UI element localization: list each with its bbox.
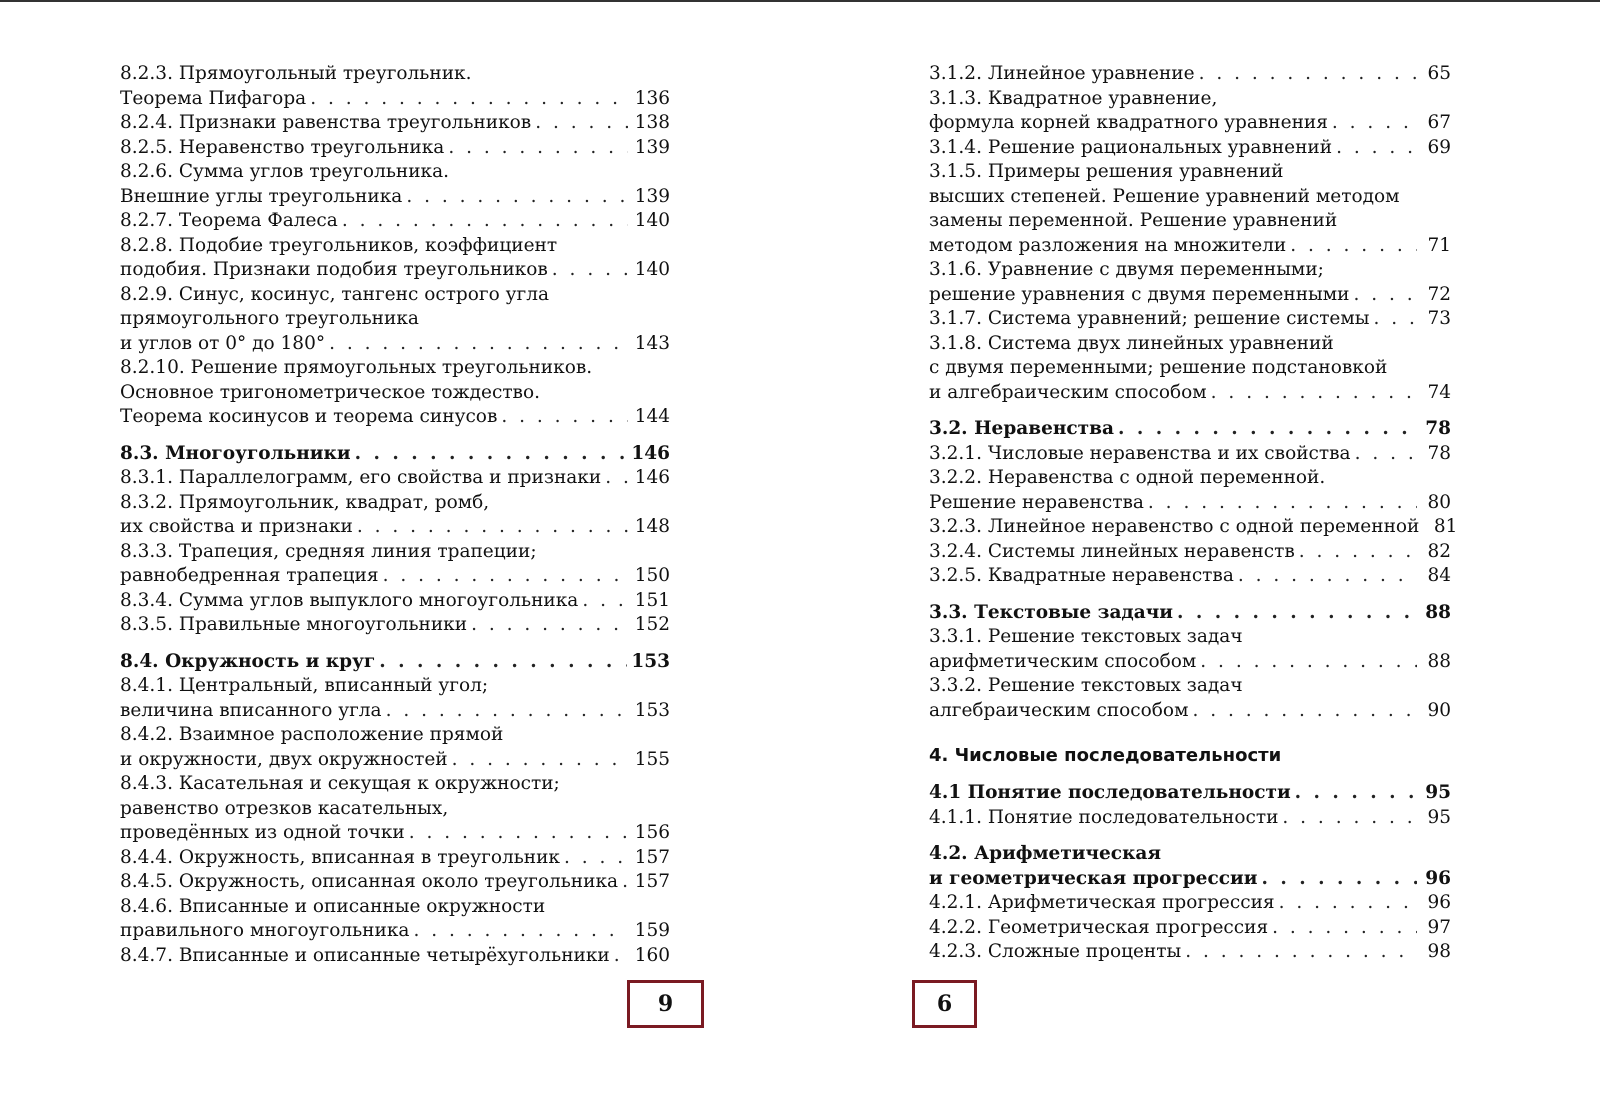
toc-entry[interactable] (929, 307, 1451, 332)
dot-leader (1272, 916, 1417, 941)
toc-entry-last-line (929, 515, 1458, 540)
toc-entry-title: 4.2.2. Геометрическая прогрессия (929, 916, 1269, 938)
toc-entry-line: 3.1.6. Уравнение с двумя переменными; (929, 259, 1324, 280)
toc-entry-title: 8.3.4. Сумма углов выпуклого многоугольника (120, 589, 579, 611)
dot-leader (501, 405, 628, 430)
dot-leader (1148, 491, 1417, 516)
toc-entry-title: 8.4.4. Окружность, вписанная в треугольник (120, 846, 560, 868)
toc-page-number: 78 (1425, 418, 1451, 439)
toc-page-number: 81 (1433, 516, 1458, 537)
toc-page-number: 80 (1427, 491, 1451, 513)
toc-entry-title: алгебраическим способом (929, 699, 1189, 721)
toc-entry-last-line (120, 466, 670, 491)
dot-leader (448, 136, 628, 161)
dot-leader (329, 332, 628, 357)
toc-entry-line: 8.3.3. Трапеция, средняя линия трапеции; (120, 540, 537, 562)
dot-leader (1336, 136, 1417, 161)
toc-entry-title: 3.2.1. Числовые неравенства и их свойства (929, 442, 1351, 464)
toc-page-number: 84 (1427, 565, 1451, 586)
toc-entry-line: 3.1.3. Квадратное уравнение, (929, 87, 1218, 109)
dot-leader (1355, 442, 1417, 467)
toc-page-number: 156 (634, 822, 670, 843)
toc-entry-line: 8.4.1. Центральный, вписанный угол; (120, 675, 489, 696)
toc-left-column (120, 62, 670, 968)
dot-leader (379, 650, 627, 675)
toc-page-number: 96 (1425, 867, 1451, 889)
toc-entry[interactable] (929, 136, 1451, 161)
toc-entry[interactable] (120, 846, 670, 871)
toc-page-number: 159 (634, 920, 670, 941)
toc-entry[interactable] (929, 515, 1458, 540)
toc-entry-line: 4.2. Арифметическая (929, 843, 1162, 864)
dot-leader (582, 589, 628, 614)
toc-section-entry[interactable] (120, 442, 670, 467)
toc-page-number: 146 (634, 467, 670, 488)
toc-page-number: 71 (1427, 234, 1451, 256)
toc-entry-last-line (120, 564, 670, 589)
dot-leader (452, 748, 628, 773)
toc-entry[interactable] (929, 442, 1451, 467)
toc-page-number: 74 (1427, 381, 1451, 403)
toc-entry[interactable] (120, 944, 670, 969)
toc-entry-last-line (929, 891, 1451, 916)
toc-entry-last-line (120, 613, 670, 638)
toc-entry-last-line (120, 699, 670, 724)
toc-page-number: 90 (1427, 699, 1451, 721)
toc-entry-title: величина вписанного угла (120, 699, 382, 721)
dot-leader (1332, 111, 1417, 136)
left-page-number (627, 980, 704, 1028)
toc-entry-title: и алгебраическим способом (929, 381, 1207, 403)
toc-entry-title: 3.2.3. Линейное неравенство с одной переменной (929, 516, 1420, 537)
toc-page-number: 96 (1427, 892, 1451, 913)
toc-entry[interactable] (120, 723, 670, 772)
toc-entry[interactable] (120, 589, 670, 614)
toc-entry-line: прямоугольного треугольника (120, 308, 419, 329)
toc-page-number: 144 (634, 406, 670, 427)
toc-page-number: 65 (1427, 63, 1451, 84)
toc-entry-title: проведённых из одной точки (120, 822, 405, 843)
toc-page-number: 88 (1427, 650, 1451, 672)
toc-page-number: 88 (1425, 601, 1451, 623)
dot-leader (1185, 940, 1417, 965)
toc-entry-last-line (929, 806, 1451, 831)
toc-entry-line: 3.3.2. Решение текстовых задач (929, 675, 1243, 696)
toc-entry-title: 4.2.3. Сложные проценты (929, 941, 1182, 962)
toc-entry-title: 8.2.5. Неравенство треугольника (120, 136, 445, 158)
dot-leader (614, 944, 628, 969)
toc-entry-last-line (929, 234, 1451, 259)
toc-entry[interactable] (120, 540, 670, 589)
toc-entry-title: 3.1.2. Линейное уравнение (929, 63, 1195, 84)
toc-page-number: 98 (1427, 941, 1451, 962)
toc-page-number: 150 (634, 565, 670, 586)
toc-entry-line: 8.2.3. Прямоугольный треугольник. (120, 63, 472, 84)
toc-entry-last-line (120, 650, 670, 675)
toc-entry[interactable] (120, 491, 670, 540)
toc-entry-title: формула корней квадратного уравнения (929, 112, 1328, 133)
dot-leader (413, 919, 628, 944)
toc-entry-last-line (120, 136, 670, 161)
toc-entry[interactable] (929, 625, 1451, 674)
dot-leader (386, 699, 628, 724)
toc-entry[interactable] (120, 209, 670, 234)
toc-entry[interactable] (929, 332, 1451, 406)
dot-leader (1290, 234, 1417, 259)
toc-entry[interactable] (120, 62, 670, 111)
toc-page-number: 157 (634, 846, 670, 868)
toc-page-number: 153 (631, 650, 670, 672)
dot-leader (1282, 806, 1417, 831)
toc-entry[interactable] (120, 772, 670, 846)
toc-entry-last-line (929, 601, 1451, 626)
toc-entry-line: 8.2.8. Подобие треугольников, коэффициент (120, 234, 558, 256)
dot-leader (406, 185, 628, 210)
toc-page-number: 69 (1427, 136, 1451, 158)
toc-entry[interactable] (929, 62, 1451, 87)
toc-page-number: 143 (634, 332, 670, 354)
toc-entry-title: 4.2.1. Арифметическая прогрессия (929, 892, 1275, 913)
dot-leader (409, 821, 628, 846)
right-page-number (912, 980, 977, 1028)
toc-entry-title: 8.4.5. Окружность, описанная около треугольника (120, 871, 619, 892)
toc-entry-title: 4.1 Понятие последовательности (929, 782, 1291, 803)
dot-leader (1299, 540, 1417, 565)
dot-leader (552, 258, 628, 283)
toc-entry-last-line (929, 111, 1451, 136)
toc-entry-last-line (120, 919, 670, 944)
toc-entry-line: равенство отрезков касательных, (120, 797, 449, 819)
toc-entry-line: высших степеней. Решение уравнений методом (929, 185, 1400, 207)
toc-entry-last-line (120, 209, 670, 234)
dot-leader (1177, 601, 1417, 626)
toc-entry-last-line (929, 62, 1451, 87)
toc-entry-title: 8.2.4. Признаки равенства треугольников (120, 112, 532, 133)
toc-entry-last-line (929, 699, 1451, 724)
dot-leader (605, 466, 628, 491)
toc-entry-last-line (929, 283, 1451, 308)
dot-leader (622, 870, 628, 895)
toc-entry-title: подобия. Признаки подобия треугольников (120, 259, 548, 280)
toc-entry[interactable] (929, 916, 1451, 941)
toc-page-number: 146 (631, 442, 670, 464)
dot-leader (383, 564, 628, 589)
toc-page-number: 138 (634, 112, 670, 133)
toc-entry[interactable] (120, 674, 670, 723)
toc-entry[interactable] (929, 674, 1451, 723)
dot-leader (564, 846, 628, 871)
toc-page-number: 151 (634, 589, 670, 611)
dot-leader (1200, 650, 1417, 675)
toc-entry-title: 8.2.7. Теорема Фалеса (120, 210, 338, 231)
toc-entry-line: 8.4.3. Касательная и секущая к окружности; (120, 773, 560, 794)
toc-entry-line: 3.1.8. Система двух линейных уравнений (929, 332, 1334, 354)
toc-entry-last-line (120, 748, 670, 773)
toc-entry-last-line (929, 442, 1451, 467)
toc-entry-last-line (120, 821, 670, 846)
toc-entry[interactable] (120, 160, 670, 209)
toc-entry-title: 4.1.1. Понятие последовательности (929, 806, 1279, 828)
toc-entry[interactable] (120, 283, 670, 357)
toc-section-entry[interactable] (929, 601, 1451, 626)
toc-entry[interactable] (929, 891, 1451, 916)
toc-entry[interactable] (929, 160, 1451, 258)
toc-page-number: 140 (634, 259, 670, 280)
toc-section-entry[interactable] (929, 781, 1451, 806)
toc-entry[interactable] (120, 870, 670, 895)
toc-entry[interactable] (120, 111, 670, 136)
dot-leader (1261, 867, 1417, 892)
toc-right-column (929, 62, 1458, 965)
toc-entry[interactable] (120, 136, 670, 161)
toc-entry-last-line (929, 867, 1451, 892)
toc-page-number: 152 (634, 614, 670, 635)
dot-leader (1374, 307, 1418, 332)
dot-leader (1199, 62, 1417, 87)
toc-entry-title: Внешние углы треугольника (120, 185, 403, 207)
toc-entry-line: замены переменной. Решение уравнений (929, 210, 1338, 231)
toc-entry-title: Решение неравенства (929, 491, 1144, 513)
toc-entry-title: 3.1.7. Система уравнений; решение системы (929, 308, 1370, 329)
toc-entry-last-line (929, 417, 1451, 442)
toc-section-entry[interactable] (120, 650, 670, 675)
toc-entry-last-line (929, 650, 1451, 675)
dot-leader (1238, 564, 1417, 589)
toc-entry-title: 8.4. Окружность и круг (120, 650, 376, 672)
toc-entry[interactable] (120, 613, 670, 638)
toc-page-number: 153 (634, 699, 670, 721)
toc-entry-last-line (120, 332, 670, 357)
left-page-number-text: 9 (657, 991, 674, 1017)
toc-entry-line: 8.4.2. Взаимное расположение прямой (120, 724, 504, 745)
dot-leader (1295, 781, 1417, 806)
toc-entry-title: 8.3.5. Правильные многоугольники (120, 614, 468, 635)
right-page-number-text: 6 (936, 991, 953, 1017)
dot-leader (1353, 283, 1417, 308)
toc-entry-line: 3.1.5. Примеры решения уравнений (929, 161, 1284, 182)
chapter-heading: 4. Числовые последовательности (929, 745, 1282, 766)
toc-entry[interactable] (929, 806, 1451, 831)
toc-entry-last-line (120, 515, 670, 540)
toc-page-number: 78 (1427, 442, 1451, 464)
toc-page-number: 160 (634, 944, 670, 966)
toc-page-number: 139 (634, 136, 670, 158)
toc-entry[interactable] (120, 356, 670, 430)
toc-entry[interactable] (929, 564, 1451, 589)
toc-entry-line: 8.3.2. Прямоугольник, квадрат, ромб, (120, 491, 490, 513)
dot-leader (355, 442, 628, 467)
toc-entry[interactable] (929, 258, 1451, 307)
toc-entry-last-line (929, 781, 1451, 806)
toc-section-entry[interactable] (929, 842, 1451, 891)
toc-entry-last-line (120, 944, 670, 969)
toc-page-number: 157 (634, 871, 670, 892)
top-border-line (0, 0, 1600, 2)
toc-entry-title: и окружности, двух окружностей (120, 748, 448, 770)
toc-entry-last-line (120, 846, 670, 871)
toc-entry-title: 8.3. Многоугольники (120, 442, 351, 464)
toc-entry-title: 3.2. Неравенства (929, 418, 1114, 439)
toc-entry-last-line (929, 307, 1451, 332)
toc-page-number: 67 (1427, 112, 1451, 133)
toc-entry-last-line (120, 870, 670, 895)
toc-entry-last-line (929, 381, 1451, 406)
toc-entry-title: 8.3.1. Параллелограмм, его свойства и признаки (120, 467, 602, 488)
toc-entry-last-line (929, 940, 1451, 965)
toc-entry-last-line (929, 136, 1451, 161)
toc-entry[interactable] (120, 234, 670, 283)
toc-page-number: 73 (1427, 308, 1451, 329)
toc-entry-title: 3.2.5. Квадратные неравенства (929, 565, 1234, 586)
toc-entry-title: 3.2.4. Системы линейных неравенств (929, 540, 1295, 562)
toc-entry-line: 8.4.6. Вписанные и описанные окружности (120, 895, 546, 917)
toc-section-entry[interactable] (929, 417, 1451, 442)
toc-entry-title: их свойства и признаки (120, 516, 353, 537)
dot-leader (342, 209, 628, 234)
toc-entry-title: методом разложения на множители (929, 234, 1287, 256)
toc-entry-title: арифметическим способом (929, 650, 1197, 672)
toc-entry-last-line (929, 491, 1451, 516)
dot-leader (1211, 381, 1417, 406)
toc-entry-title: правильного многоугольника (120, 920, 410, 941)
toc-entry-last-line (120, 258, 670, 283)
toc-entry-line: с двумя переменными; решение подстановкой (929, 357, 1388, 378)
toc-entry-title: 3.3. Текстовые задачи (929, 601, 1174, 623)
toc-entry-last-line (929, 916, 1451, 941)
toc-page-number: 95 (1425, 782, 1451, 803)
toc-entry-title: 3.1.4. Решение рациональных уравнений (929, 136, 1333, 158)
toc-entry-line: 8.2.10. Решение прямоугольных треугольников. (120, 357, 593, 378)
toc-entry-last-line (120, 442, 670, 467)
toc-page-number: 139 (634, 185, 670, 207)
toc-entry-line: 3.3.1. Решение текстовых задач (929, 626, 1243, 647)
toc-entry-last-line (120, 185, 670, 210)
toc-entry-last-line (929, 540, 1451, 565)
toc-entry-title: решение уравнения с двумя переменными (929, 283, 1350, 305)
toc-entry-line: 8.2.6. Сумма углов треугольника. (120, 161, 450, 182)
toc-entry[interactable] (929, 540, 1451, 565)
dot-leader (1192, 699, 1417, 724)
dot-leader (535, 111, 628, 136)
dot-leader (471, 613, 628, 638)
toc-entry-title: равнобедренная трапеция (120, 565, 379, 586)
toc-entry-title: Теорема Пифагора (120, 87, 307, 109)
toc-entry-title: и углов от 0° до 180° (120, 332, 326, 354)
toc-page-number: 155 (634, 748, 670, 770)
toc-entry-line: 3.2.2. Неравенства с одной переменной. (929, 467, 1326, 488)
dot-leader (1279, 891, 1417, 916)
toc-entry-last-line (120, 111, 670, 136)
toc-entry-last-line (120, 405, 670, 430)
toc-entry-last-line (120, 87, 670, 112)
toc-page-number: 148 (634, 516, 670, 537)
dot-leader (357, 515, 628, 540)
toc-entry[interactable] (120, 895, 670, 944)
dot-leader (310, 87, 628, 112)
toc-entry-last-line (120, 589, 670, 614)
toc-entry[interactable] (120, 466, 670, 491)
toc-page-number: 95 (1427, 806, 1451, 828)
toc-entry-line: Основное тригонометрическое тождество. (120, 381, 540, 403)
toc-page-number: 82 (1427, 540, 1451, 562)
toc-page-number: 97 (1427, 916, 1451, 938)
toc-entry-title: Теорема косинусов и теорема синусов (120, 406, 498, 427)
dot-leader (1118, 417, 1417, 442)
toc-page-number: 140 (634, 210, 670, 231)
toc-entry-line: 8.2.9. Синус, косинус, тангенс острого угла (120, 283, 549, 305)
toc-entry-title: 8.4.7. Вписанные и описанные четырёхугольники (120, 944, 610, 966)
toc-page-number: 136 (634, 87, 670, 109)
toc-entry-title: и геометрическая прогрессии (929, 867, 1258, 889)
toc-entry-last-line (929, 564, 1451, 589)
toc-entry[interactable] (929, 940, 1451, 965)
toc-entry[interactable] (929, 87, 1451, 136)
toc-page-number: 72 (1427, 283, 1451, 305)
toc-entry[interactable] (929, 466, 1451, 515)
